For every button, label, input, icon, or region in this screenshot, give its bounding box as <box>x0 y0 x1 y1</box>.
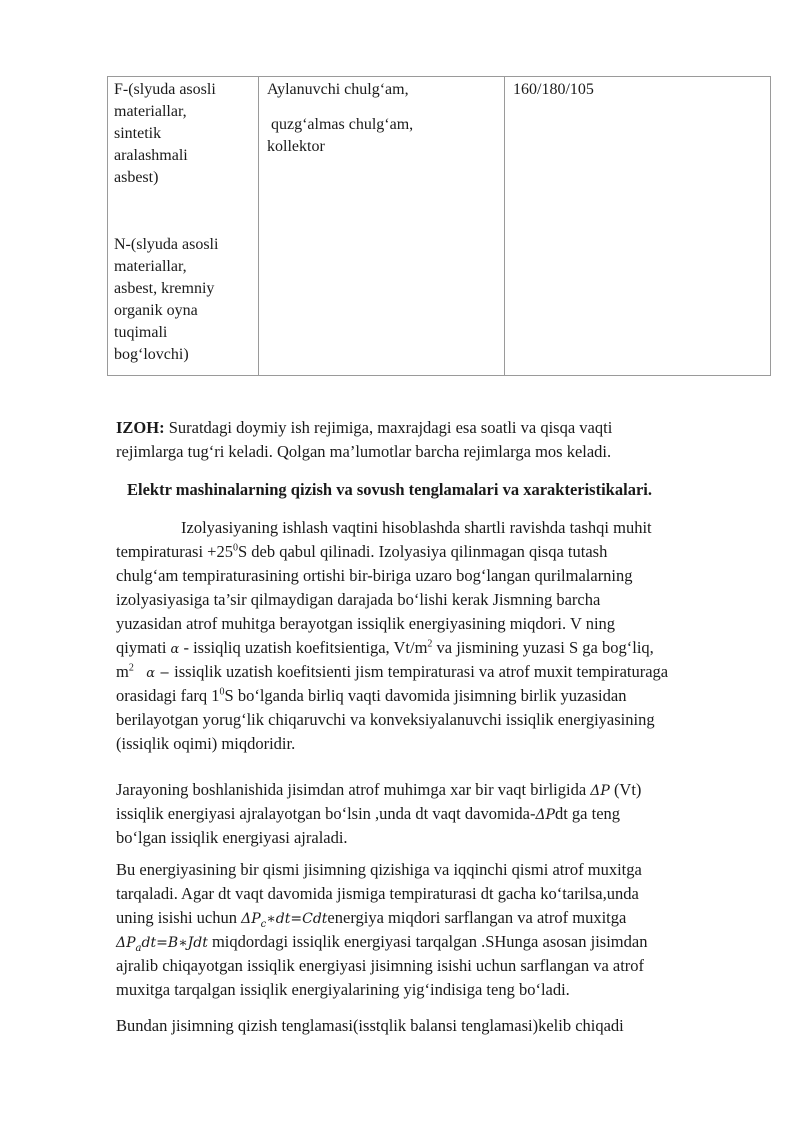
paragraph-3 <box>116 858 746 1002</box>
text-line: Jarayoning boshlanishida jisimdan atrof muhimga xar bir vaqt birligida ΔP (Vt) <box>116 780 642 799</box>
temperature-value: 160/180/105 <box>513 81 594 98</box>
text-line: yuzasidan atrof muhitga berayotgan issiqlik energiyasining miqdori. V ning <box>116 614 616 633</box>
text-line: muxitga tarqalgan issiqlik energiyalarining yig‘indisiga teng bo‘ladi. <box>116 980 570 999</box>
text-line: Bu energiyasining bir qismi jisimning qizishiga va iqqinchi qismi atrof muxitga <box>116 860 642 879</box>
note-text: Suratdagi doymiy ish rejimiga, maxrajdagi esa soatli va qisqa vaqti <box>164 418 613 437</box>
note-paragraph <box>116 416 746 464</box>
text-line: qiymati α - issiqliq uzatish koefitsientiga, $Vt/m^2$ va jismining yuzasi S ga bog‘liq, <box>116 638 654 657</box>
n-class-line: asbest, kremniy <box>114 280 215 297</box>
text-line: izolyasiyasiga ta’sir qilmaydigan darajada bo‘lishi kerak Jismning barcha <box>116 590 601 609</box>
text-line: ajralib chiqayotgan issiqlik energiyasi jisimning isishi uchun sarflangan va atrof <box>116 956 645 975</box>
n-class-line: materiallar, <box>114 258 187 275</box>
delta-p-symbol: ΔP <box>590 783 610 799</box>
alpha-symbol: α − <box>146 666 171 681</box>
text-line: uning isishi uchun $\Delta P_c∗dt=Cdtenergiya$ miqdori sarflangan va atrof muxitga <box>116 908 627 930</box>
winding-line: Aylanuvchi chulg‘am, <box>267 81 409 98</box>
paragraph-2 <box>116 778 746 850</box>
text-line: tarqaladi. Agar dt vaqt davomida jismiga tempiraturasi dt gacha ko‘tarilsa,unda <box>116 884 639 903</box>
text-line: issiqlik energiyasi ajralayotgan bo‘lsin ,unda dt vaqt davomida-ΔPdt ga teng <box>116 804 621 823</box>
insulation-class-table <box>107 76 771 376</box>
note-label: IZOH: <box>116 418 165 437</box>
text-line: tempiraturasi $+25^0S$ deb qabul qilinadi. Izolyasiya qilinmagan qisqa tutash <box>116 542 608 561</box>
heating-formula: $\Delta P_c∗dt=Cdt$ <box>241 911 328 930</box>
text-line: (issiqlik oqimi) miqdoridir. <box>116 734 296 753</box>
table-cell-temperature <box>505 77 770 375</box>
text-line: chulg‘am tempiraturasining ortishi bir-biriga uzaro bog‘langan qurilmalarning <box>116 566 633 585</box>
f-class-line: F-(slyuda asosli <box>114 81 216 98</box>
paragraph-1 <box>116 516 746 756</box>
text-line: Bundan jisimning qizish tenglamasi(isstqlik balansi tenglamasi)kelib chiqadi <box>116 1016 624 1035</box>
n-class-line: N-(slyuda asosli <box>114 236 219 253</box>
n-class-line: bog‘lovchi) <box>114 346 189 363</box>
text-line: orasidagi farq $1^0S$ bo‘lganda birliq vaqti davomida jisimning birlik yuzasidan <box>116 686 627 705</box>
n-class-line: tuqimali <box>114 324 168 341</box>
table-cell-winding-type <box>259 77 505 375</box>
dissipation-formula: $\Delta P_adt=B∗Jdt$ <box>116 935 208 954</box>
table-cell-insulation-class <box>108 77 259 375</box>
text-line: Izolyasiyaning ishlash vaqtini hisoblashda shartli ravishda tashqi muhit <box>181 518 652 537</box>
text-line: bo‘lgan issiqlik energiyasi ajraladi. <box>116 828 348 847</box>
alpha-symbol: α <box>170 642 180 657</box>
f-class-line: materiallar, <box>114 103 187 120</box>
text-line: $m^2$ α − issiqlik uzatish koefitsienti jism tempiraturasi va atrof muxit tempiraturaga <box>116 662 669 681</box>
f-class-line: sintetik <box>114 125 162 142</box>
delta-p-symbol: ΔP <box>535 807 555 823</box>
f-class-line: asbest) <box>114 169 159 186</box>
n-class-line: organik oyna <box>114 302 198 319</box>
paragraph-4 <box>116 1014 746 1038</box>
f-class-line: aralashmali <box>114 147 188 164</box>
text-line: berilayotgan yorug‘lik chiqaruvchi va konveksiyalanuvchi issiqlik energiyasining <box>116 710 655 729</box>
note-text: rejimlarga tug‘ri keladi. Qolgan ma’lumotlar barcha rejimlarga mos keladi. <box>116 442 612 461</box>
winding-line: kollektor <box>267 138 325 155</box>
winding-line: quzg‘almas chulg‘am, <box>267 116 414 133</box>
text-line: $\Delta P_adt=B∗Jdt$ miqdordagi issiqlik energiyasi tarqalgan .SHunga asosan jisimdan <box>116 932 648 954</box>
section-heading: Elektr mashinalarning qizish va sovush tenglamalari va xarakteristikalari. <box>127 480 652 499</box>
